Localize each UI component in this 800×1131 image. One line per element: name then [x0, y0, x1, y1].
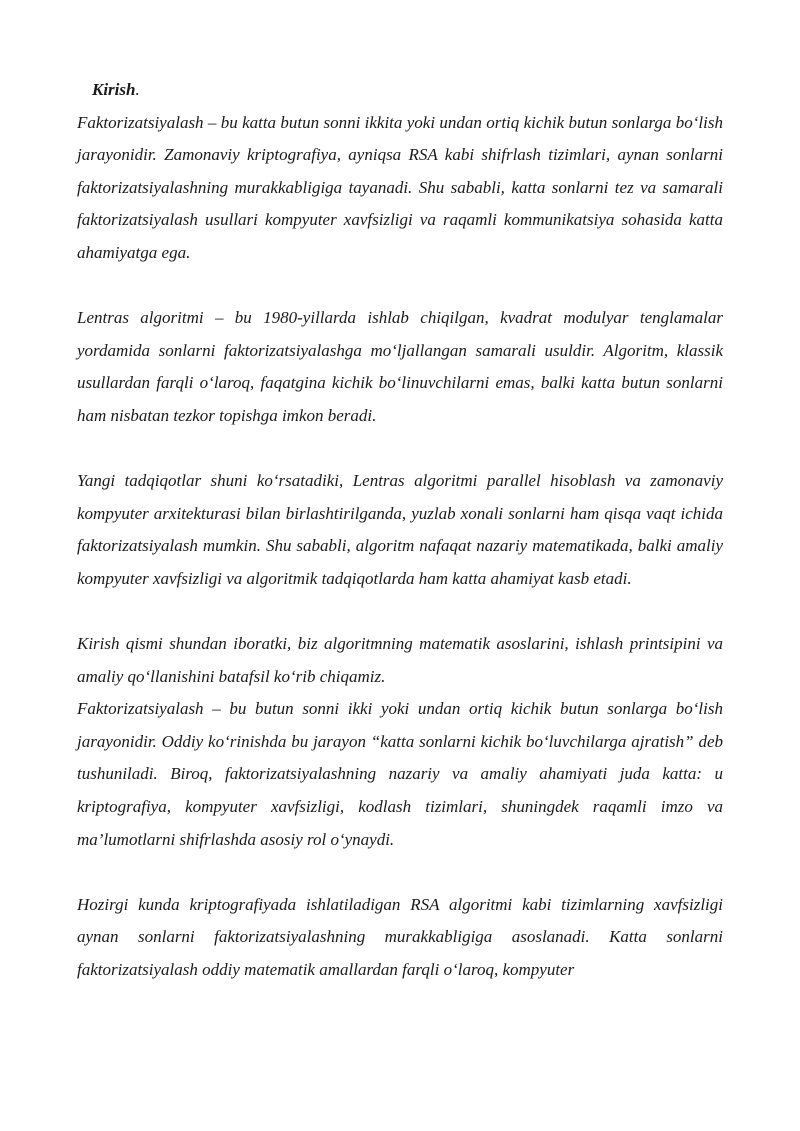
paragraph-3: Yangi tadqiqotlar shuni ko‘rsatadiki, Lentras algoritmi parallel hisoblash va zamonaviy kompyuter arxitekturasi bilan birlashtirilganda, yuzlab xonali sonlarni ham qisqa vaqt ichida faktorizatsiyalash mumkin. Shu sababli, algoritm nafaqat nazariy matematikada, balki amaliy kompyuter xavfsizligi va algoritmik tadqiqotlarda ham katta ahamiyat kasb etadi. [77, 471, 723, 588]
paragraph-4: Kirish qismi shundan iboratki, biz algoritmning matematik asoslarini, ishlash printsipini va amaliy qo‘llanishini batafsil ko‘rib chiqamiz. [77, 634, 723, 686]
paragraph-5: Faktorizatsiyalash – bu butun sonni ikki yoki undan ortiq kichik butun sonlarga bo‘lish jarayonidir. Oddiy ko‘rinishda bu jarayon “katta sonlarni kichik bo‘luvchilarga ajratish” deb tushuniladi. Biroq, faktorizatsiyalashning nazariy va amaliy ahamiyati juda katta: u kriptografiya, kompyuter xavfsizligi, kodlash tizimlari, shuningdek raqamli imzo va ma’lumotlarni shifrlashda asosiy rol o‘ynaydi. [77, 699, 723, 849]
document-body [77, 74, 723, 987]
section-heading-title: Kirish [92, 80, 136, 99]
paragraph-1: Faktorizatsiyalash – bu katta butun sonni ikkita yoki undan ortiq kichik butun sonlarga bo‘lish jarayonidir. Zamonaviy kriptografiya, ayniqsa RSA kabi shifrlash tizimlari, aynan sonlarni faktorizatsiyalashning murakkabligiga tayanadi. Shu sababli, katta sonlarni tez va samarali faktorizatsiyalash usullari kompyuter xavfsizligi va raqamli kommunikatsiya sohasida katta ahamiyatga ega. [77, 112, 723, 262]
paragraph-2: Lentras algoritmi – bu 1980-yillarda ishlab chiqilgan, kvadrat modulyar tenglamalar yordamida sonlarni faktorizatsiyalashga mo‘ljallangan samarali usuldir. Algoritm, klassik usullardan farqli o‘laroq, faqatgina kichik bo‘linuvchilarni emas, balki katta butun sonlarni ham nisbatan tezkor topishga imkon beradi. [77, 308, 723, 425]
section-heading-period: . [135, 80, 140, 99]
paragraph-6: Hozirgi kunda kriptografiyada ishlatiladigan RSA algoritmi kabi tizimlarning xavfsizligi aynan sonlarni faktorizatsiyalashning murakkabligiga asoslanadi. Katta sonlarni faktorizatsiyalash oddiy matematik amallardan farqli o‘laroq, kompyuter [77, 894, 723, 980]
section-heading [77, 74, 723, 107]
